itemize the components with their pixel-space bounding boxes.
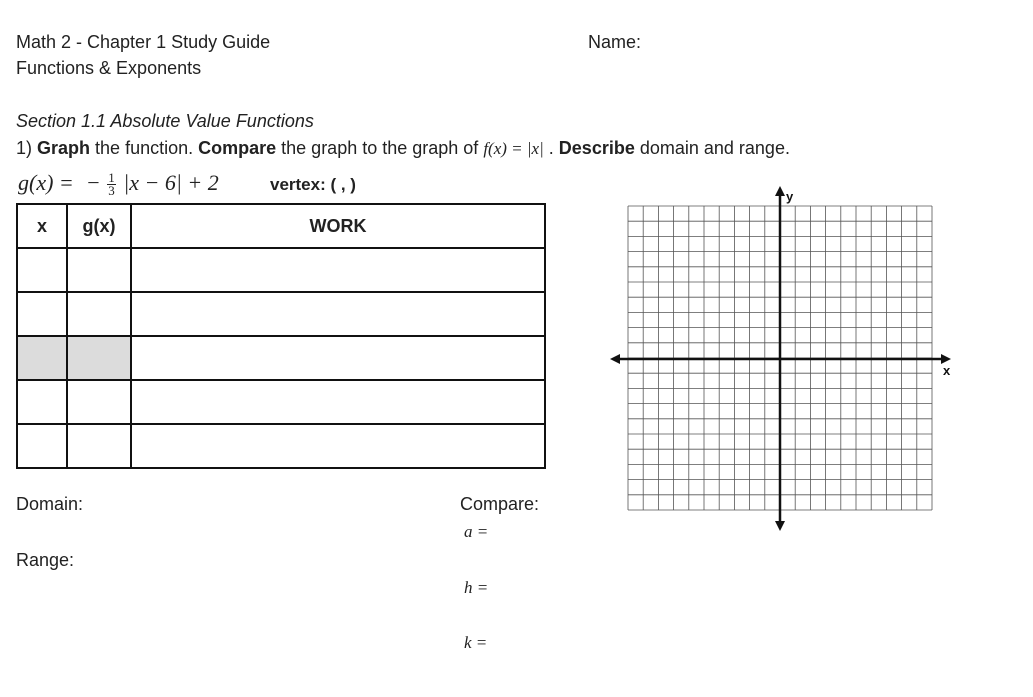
x-cell-shaded[interactable] (17, 336, 67, 380)
problem-statement (16, 138, 790, 159)
header-gx: g(x) (67, 204, 131, 248)
x-cell[interactable] (17, 380, 67, 424)
header-x: x (17, 204, 67, 248)
gx-cell[interactable] (67, 248, 131, 292)
function-expression (18, 170, 219, 197)
table-row (17, 424, 545, 468)
doc-title: Math 2 - Chapter 1 Study Guide (16, 32, 271, 52)
table-row (17, 380, 545, 424)
a-label: a = (464, 522, 489, 541)
function-rest: |x − 6| + 2 (123, 170, 219, 195)
y-axis-top-arrow (775, 186, 785, 196)
x-cell[interactable] (17, 248, 67, 292)
name-label: Name: (588, 32, 642, 52)
verb-describe: Describe (558, 138, 635, 158)
k-label: k = (464, 633, 488, 652)
verb-graph: Graph (37, 138, 91, 158)
work-cell[interactable] (131, 380, 545, 424)
doc-subtitle: Functions & Exponents (16, 58, 202, 78)
work-cell[interactable] (131, 292, 545, 336)
gx-cell[interactable] (67, 380, 131, 424)
domain-label: Domain: (16, 494, 84, 514)
gx-cell[interactable] (67, 424, 131, 468)
work-cell[interactable] (131, 336, 545, 380)
verb-compare: Compare (198, 138, 277, 158)
table-header-row (17, 204, 545, 248)
work-cell[interactable] (131, 424, 545, 468)
x-cell[interactable] (17, 424, 67, 468)
work-cell[interactable] (131, 248, 545, 292)
header-work: WORK (131, 204, 545, 248)
x-axis-left-arrow (610, 354, 620, 364)
section-title: Section 1.1 Absolute Value Functions (16, 111, 314, 131)
parent-function: f(x) = |x| (483, 139, 544, 158)
coordinate-grid[interactable] (608, 186, 958, 536)
x-axis-label: x (943, 363, 951, 378)
gx-cell-shaded[interactable] (67, 336, 131, 380)
h-label: h = (464, 578, 489, 597)
table-row (17, 248, 545, 292)
fraction-numerator: 1 (108, 170, 115, 186)
problem-text-1: the function. (90, 138, 199, 158)
y-axis-bottom-arrow (775, 521, 785, 531)
function-sign: − (87, 170, 100, 195)
x-cell[interactable] (17, 292, 67, 336)
problem-text-4: domain and range. (634, 138, 790, 158)
compare-label: Compare: (460, 494, 540, 514)
table-row (17, 292, 545, 336)
work-table (16, 203, 546, 469)
function-lhs: g(x) = (18, 170, 74, 195)
function-fraction (107, 172, 116, 197)
problem-number: 1) (16, 138, 33, 158)
range-label: Range: (16, 550, 75, 570)
table-row (17, 336, 545, 380)
gx-cell[interactable] (67, 292, 131, 336)
y-axis-label: y (786, 189, 794, 204)
vertex-label: vertex: ( , ) (270, 175, 356, 194)
fraction-denominator: 3 (108, 183, 115, 199)
problem-text-3: . (543, 138, 559, 158)
problem-text-2: the graph to the graph of (276, 138, 484, 158)
